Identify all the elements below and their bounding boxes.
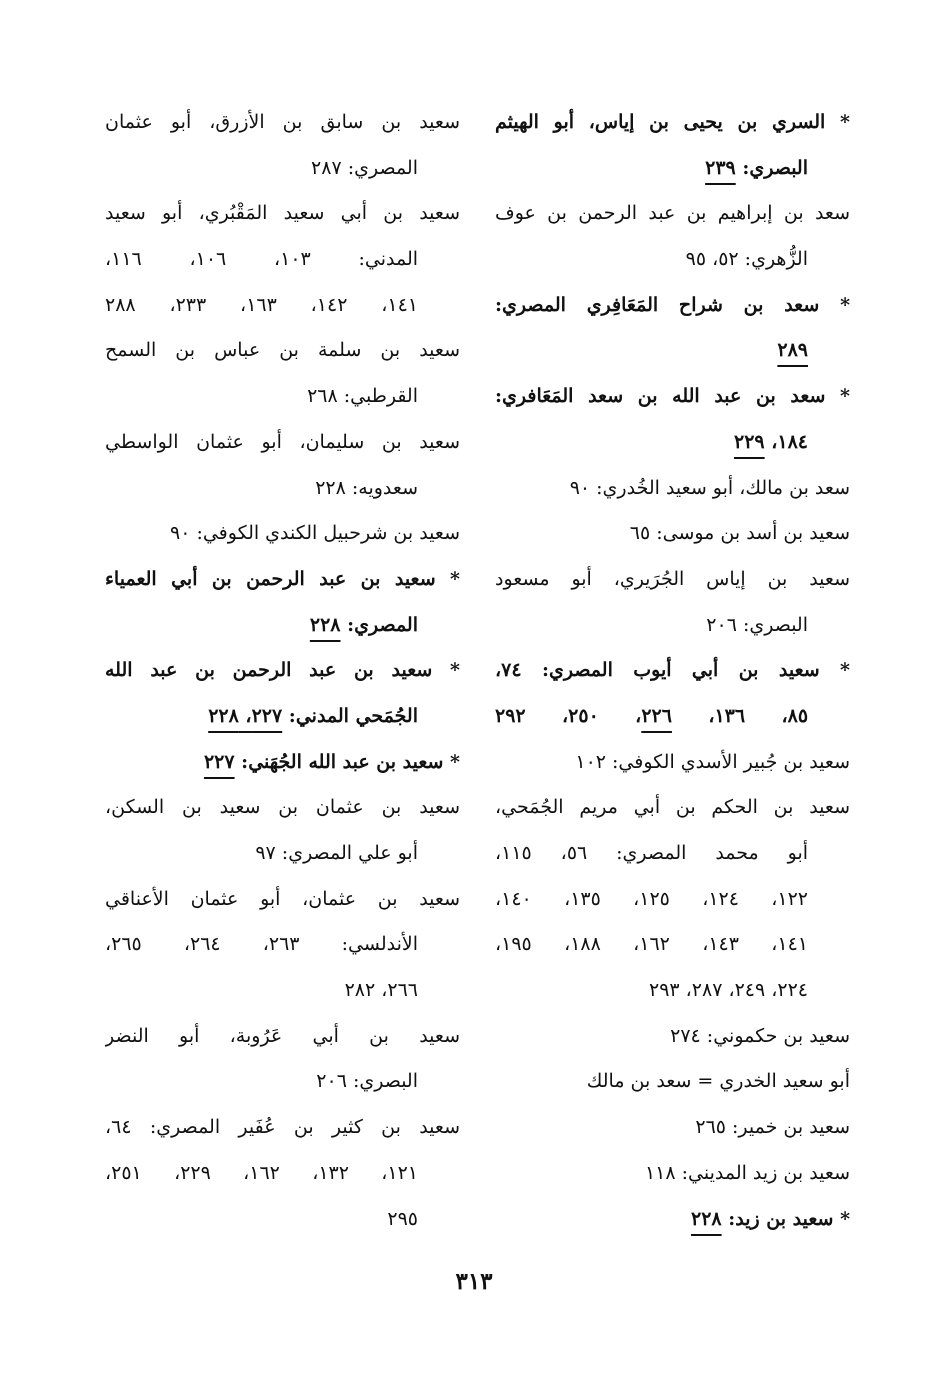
index-line xyxy=(105,328,460,374)
underlined-page-ref: ٢٣٩ xyxy=(705,156,736,179)
segment-text: * سعد بن شراح المَعَافِري المصري: xyxy=(495,293,850,316)
index-line xyxy=(495,466,850,512)
index-column-left xyxy=(105,100,460,1242)
index-line xyxy=(495,1197,850,1243)
segment-text: * سعيد بن عبد الرحمن بن عبد الله xyxy=(105,659,460,682)
index-line xyxy=(495,328,850,374)
segment-text: ١٤١، ١٤٣، ١٦٢، ١٨٨، ١٩٥، xyxy=(495,933,809,956)
segment-text: ١٢١، ١٣٢، ١٦٢، ٢٢٩، ٢٥١، xyxy=(105,1161,419,1184)
segment-text: سعيد بن زيد المديني: ١١٨ xyxy=(644,1161,850,1184)
segment-text: سعد بن إبراهيم بن عبد الرحمن بن عوف xyxy=(495,202,850,225)
segment-text: * سعد بن عبد الله بن سعد المَعَافري: xyxy=(495,385,850,408)
segment-text: سعد بن مالك، أبو سعيد الخُدري: ٩٠ xyxy=(569,476,850,499)
index-line xyxy=(105,1059,460,1105)
index-line xyxy=(495,374,850,420)
index-line xyxy=(495,146,850,192)
segment-text: سعيد بن حكموني: ٢٧٤ xyxy=(670,1024,850,1047)
index-line xyxy=(495,922,850,968)
underlined-page-ref: ٢٢٩ xyxy=(734,430,765,453)
segment-text: ١٨٤، xyxy=(764,430,808,453)
underlined-page-ref: ٢٢٧، ٢٢٨ xyxy=(208,704,283,727)
segment-text: سعيد بن أبي عَرُوبة، أبو النضر xyxy=(105,1024,460,1047)
index-line xyxy=(105,648,460,694)
segment-text: * سعيد بن زيد: xyxy=(721,1207,850,1230)
segment-text: ٢٢٤، ٢٤٩، ٢٨٧، ٢٩٣ xyxy=(648,979,808,1002)
index-line xyxy=(105,785,460,831)
index-line xyxy=(105,694,460,740)
underlined-page-ref: ٢٢٧ xyxy=(203,750,235,773)
index-line xyxy=(495,694,850,740)
index-line xyxy=(495,100,850,146)
segment-text: سعيد بن عثمان، أبو عثمان الأعناقي xyxy=(105,887,460,910)
index-line xyxy=(495,603,850,649)
index-line xyxy=(495,831,850,877)
index-line xyxy=(495,877,850,923)
index-line xyxy=(495,785,850,831)
index-line xyxy=(105,191,460,237)
index-line xyxy=(105,1151,460,1197)
segment-text: * السري بن يحيى بن إياس، أبو الهيثم xyxy=(495,111,850,133)
segment-text: سعيد بن خمير: ٢٦٥ xyxy=(695,1116,850,1139)
segment-text: القرطبي: ٢٦٨ xyxy=(307,385,418,408)
page-number: ٣١٣ xyxy=(455,1268,493,1295)
segment-text: المصري: ٢٨٧ xyxy=(311,156,418,179)
segment-text: سعيد بن سابق بن الأزرق، أبو عثمان xyxy=(105,111,460,133)
segment-text: سعيد بن جُبير الأسدي الكوفي: ١٠٢ xyxy=(575,750,850,773)
segment-text: الأندلسي: ٢٦٣، ٢٦٤، ٢٦٥، xyxy=(105,933,418,956)
segment-text: سعيد بن شرحبيل الكندي الكوفي: ٩٠ xyxy=(169,522,460,545)
segment-text: الجُمَحي المدني: xyxy=(282,704,418,727)
index-line xyxy=(495,1059,850,1105)
index-line xyxy=(105,374,460,420)
segment-text: سعيد بن كثير بن عُفَير المصري: ٦٤، xyxy=(105,1116,460,1139)
index-column-right xyxy=(495,100,850,1242)
segment-text: سعيد بن الحكم بن أبي مريم الجُمَحي، xyxy=(495,796,850,819)
index-line xyxy=(495,557,850,603)
segment-text: ، ٢٥٠، ٢٩٢ xyxy=(495,704,642,727)
index-line xyxy=(105,146,460,192)
segment-text: سعيد بن سلمة بن عباس بن السمح xyxy=(105,339,460,362)
segment-text: البصري: ٢٠٦ xyxy=(706,613,808,636)
index-line xyxy=(495,420,850,466)
segment-text: سعيد بن أبي سعيد المَقْبُري، أبو سعيد xyxy=(105,202,460,225)
segment-text: ١٤١، ١٤٢، ١٦٣، ٢٣٣، ٢٨٨ xyxy=(105,293,418,316)
index-line xyxy=(105,1014,460,1060)
segment-text: المصري: xyxy=(340,613,418,636)
index-line xyxy=(105,922,460,968)
segment-text: * سعيد بن عبد الرحمن بن أبي العمياء xyxy=(105,567,460,590)
segment-text: أبو علي المصري: ٩٧ xyxy=(255,842,418,864)
segment-text: سعيد بن أسد بن موسى: ٦٥ xyxy=(629,522,850,545)
segment-text: * سعيد بن أبي أيوب المصري: ٧٤، xyxy=(495,659,850,682)
index-line xyxy=(495,511,850,557)
index-line xyxy=(495,1151,850,1197)
index-line xyxy=(105,511,460,557)
index-line xyxy=(495,1014,850,1060)
index-line xyxy=(105,420,460,466)
index-line xyxy=(495,191,850,237)
index-line xyxy=(105,466,460,512)
underlined-page-ref: ٢٢٦ xyxy=(641,704,672,727)
index-line xyxy=(105,557,460,603)
index-line xyxy=(105,1105,460,1151)
segment-text: المدني: ١٠٣، ١٠٦، ١١٦، xyxy=(105,248,419,271)
segment-text: البصري: ٢٠٦ xyxy=(316,1070,418,1093)
segment-text: سعدويه: ٢٢٨ xyxy=(315,476,418,499)
segment-text: ٢٩٥ xyxy=(387,1207,418,1230)
segment-text: ١٢٢، ١٢٤، ١٢٥، ١٣٥، ١٤٠، xyxy=(495,887,809,910)
underlined-page-ref: ٢٢٨ xyxy=(309,613,341,636)
index-line xyxy=(105,1197,460,1243)
index-line xyxy=(495,283,850,329)
segment-text: ٨٥، ١٣٦، xyxy=(671,704,809,727)
segment-text: سعيد بن عثمان بن سعيد بن السكن، xyxy=(105,796,460,819)
segment-text: أبو محمد المصري: ٥٦، ١١٥، xyxy=(495,842,809,864)
segment-text: سعيد بن سليمان، أبو عثمان الواسطي xyxy=(105,430,460,453)
segment-text: ٢٦٦، ٢٨٢ xyxy=(344,979,418,1002)
index-line xyxy=(105,968,460,1014)
segment-text: سعيد بن إياس الجُرَيري، أبو مسعود xyxy=(495,567,850,590)
index-line xyxy=(105,740,460,786)
index-line xyxy=(105,100,460,146)
segment-text: البصري: xyxy=(735,156,808,179)
segment-text: أبو سعيد الخدري = سعد بن مالك xyxy=(586,1070,850,1093)
index-line xyxy=(105,831,460,877)
index-line xyxy=(105,237,460,283)
segment-text: الزُّهري: ٥٢، ٩٥ xyxy=(685,248,808,271)
index-line xyxy=(495,648,850,694)
index-line xyxy=(105,877,460,923)
index-line xyxy=(495,740,850,786)
underlined-page-ref: ٢٢٨ xyxy=(690,1207,722,1230)
index-line xyxy=(495,237,850,283)
index-line xyxy=(495,1105,850,1151)
segment-text: * سعيد بن عبد الله الجُهَني: xyxy=(234,750,460,773)
index-line xyxy=(105,603,460,649)
index-line xyxy=(495,968,850,1014)
index-line xyxy=(105,283,460,329)
underlined-page-ref: ٢٨٩ xyxy=(777,339,808,362)
